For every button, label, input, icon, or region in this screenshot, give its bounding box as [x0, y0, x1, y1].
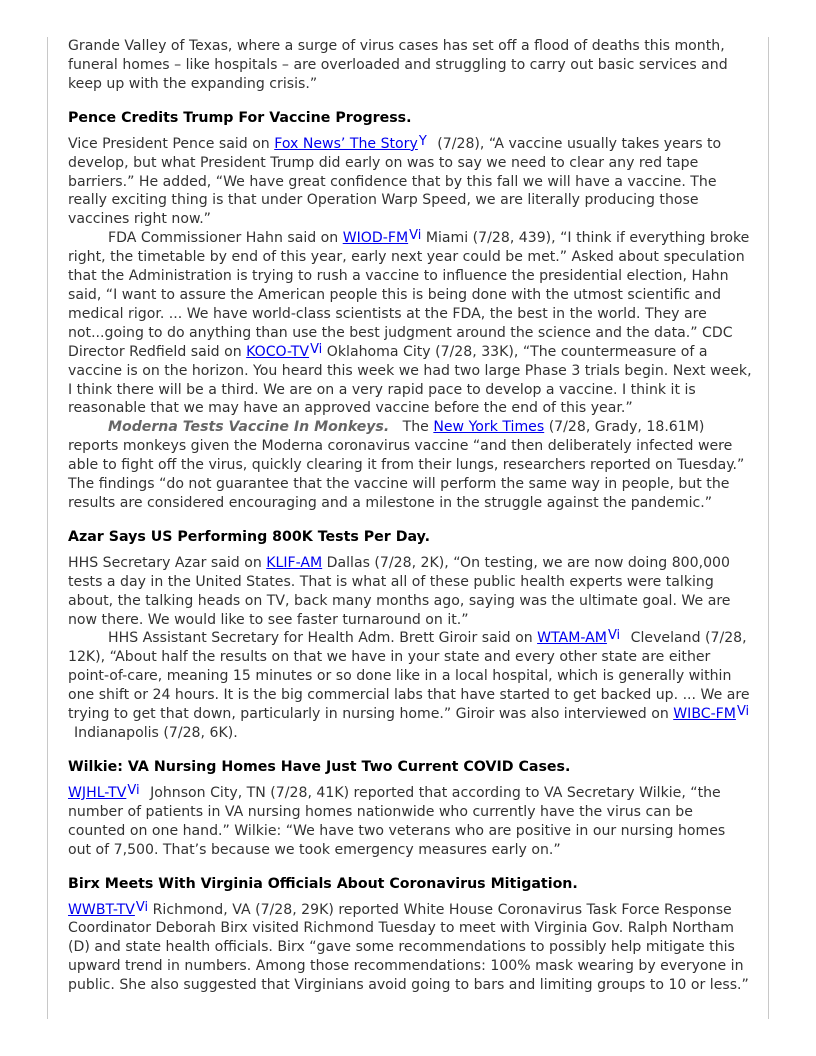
pence-paragraph-3: Moderna Tests Vaccine In Monkeys. The New York Times (7/28, Grady, 18.61M) reports monkeys given the Moderna coronavirus vaccine “and then deliberately infected were able to fight off the virus, quickly clearing it from their lungs, researchers reported on Tuesday.” The findings “do not guarantee that the vaccine will perform the same way in people, but the results are considered encouraging and a milestone in the struggle against the pandemic.” [68, 419, 745, 511]
pence-paragraph-2: FDA Commissioner Hahn said on WIOD-$FM^{Vi}$ Miami (7/28, 439), “I think if everything broke right, the timetable by end of this year, early next year could be met.” Asked about speculation that the Administration is trying to rush a vaccine to influence the presidential election, Hahn said, “I want to assure the American people this is being done with the utmost scientific and medical rigor. ... We have world-class scientists at the FDA, the best in the world. They are not...going to do anything than use the best judgment around the science and the data.” CDC Director Redfield said on KOCO-$TV^{Vi}$ Oklahoma City (7/28, 33K), “The countermeasure of a vaccine is on the horizon. You heard this week we had two large Phase 3 trials begin. Next week, I think there will be a third. We are on a very rapid pace to develop a vaccine. I think it is reasonable that we may have an approved vaccine before the end of this year.” [68, 228, 752, 417]
source-type-icon: Vi [310, 341, 323, 357]
source-link-wtam-am[interactable]: WTAM-AM [537, 630, 607, 647]
left-margin-rule [47, 37, 48, 1019]
source-link-klif-am[interactable]: KLIF-AM [266, 554, 323, 571]
right-margin-rule [768, 37, 769, 1019]
section-heading-wilkie: Wilkie: VA Nursing Homes Have Just Two Current COVID Cases. [68, 758, 571, 775]
section-heading-birx: Birx Meets With Virginia Officials About Coronavirus Mitigation. [68, 875, 578, 892]
source-type-icon: Vi [127, 782, 140, 798]
source-link-nyt[interactable]: New York Times [433, 419, 545, 436]
document-body [68, 37, 752, 995]
source-type-icon: Vi [736, 704, 750, 720]
source-type-icon: Vi [409, 228, 422, 244]
source-link-wibc-fm[interactable]: WIBC-FM [673, 706, 736, 723]
section-heading-pence: Pence Credits Trump For Vaccine Progress. [68, 109, 412, 126]
azar-paragraph-2: HHS Assistant Secretary for Health Adm. Brett Giroir said on WTAM-$AM^{Vi}$ Cleveland (7/28, 12K), “About half the results on that we have in your state and every other state are either point-of-care, meaning 15 minutes or so done like in a local hospital, which is generally within one shift or 24 hours. It is the big commercial labs that have started to get backed up. ... We are trying to get that down, particularly in nursing home.” Giroir was also interviewed on WIBC-$FM^{Vi}$ Indianapolis (7/28, 6K). [68, 628, 750, 741]
intro-paragraph: Grande Valley of Texas, where a surge of virus cases has set off a flood of deaths this month, funeral homes – like hospitals – are overloaded and struggling to carry out basic services and keep up with the expanding crisis.” [68, 38, 728, 92]
wilkie-paragraph-1: WJHL-$TV^{Vi}$ Johnson City, TN (7/28, 41K) reported that according to VA Secretary Wilkie, “the number of patients in VA nursing homes nationwide who currently have the virus can be counted on one hand.” Wilkie: “We have two veterans who are positive in our nursing homes out of 7,500. That’s because we took emergency measures early on.” [68, 782, 726, 858]
source-link-wiod-fm[interactable]: WIOD-FM [342, 230, 409, 247]
source-link-wjhl-tv[interactable]: WJHL-TV [68, 784, 127, 801]
source-type-icon: Vi [607, 628, 621, 644]
subhead-moderna: Moderna Tests Vaccine In Monkeys. [108, 419, 390, 436]
source-type-icon: Y [418, 133, 427, 149]
source-type-icon: Vi [135, 899, 149, 915]
source-link-wwbt-tv[interactable]: WWBT-TV [68, 901, 135, 918]
source-link-koco-tv[interactable]: KOCO-TV [246, 343, 310, 360]
source-link-fox-news[interactable]: Fox News’ The Story [274, 135, 418, 152]
birx-paragraph-1: WWBT-$TV^{Vi}$ Richmond, VA (7/28, 29K) reported White House Coronavirus Task Force Response Coordinator Deborah Birx visited Richmond Tuesday to meet with Virginia Gov. Ralph Northam (D) and state health officials. Birx “gave some recommendations to possibly help mitigate this upward trend in numbers. Among those recommendations: 100% mask wearing by everyone in public. She also suggested that Virginians avoid going to bars and limiting groups to 10 or less.” [68, 899, 749, 994]
section-heading-azar: Azar Says US Performing 800K Tests Per Day. [68, 528, 430, 545]
pence-paragraph-1: Vice President Pence said on Fox News’ The Story$^Y$ (7/28), “A vaccine usually takes years to develop, but what President Trump did early on was to say we need to clear any red tape barriers.” He added, “We have great confidence that by this fall we will have a vaccine. The really exciting thing is that under Operation Warp Speed, we are literally producing those vaccines right now.” [68, 133, 722, 228]
azar-paragraph-1: HHS Secretary Azar said on KLIF-AM Dallas (7/28, 2K), “On testing, we are now doing 800,000 tests a day in the United States. That is what all of these public health experts were talking about, the talking heads on TV, back many months ago, saying was the ultimate goal. We are now there. We would like to see faster turnaround on it.” [68, 554, 731, 628]
